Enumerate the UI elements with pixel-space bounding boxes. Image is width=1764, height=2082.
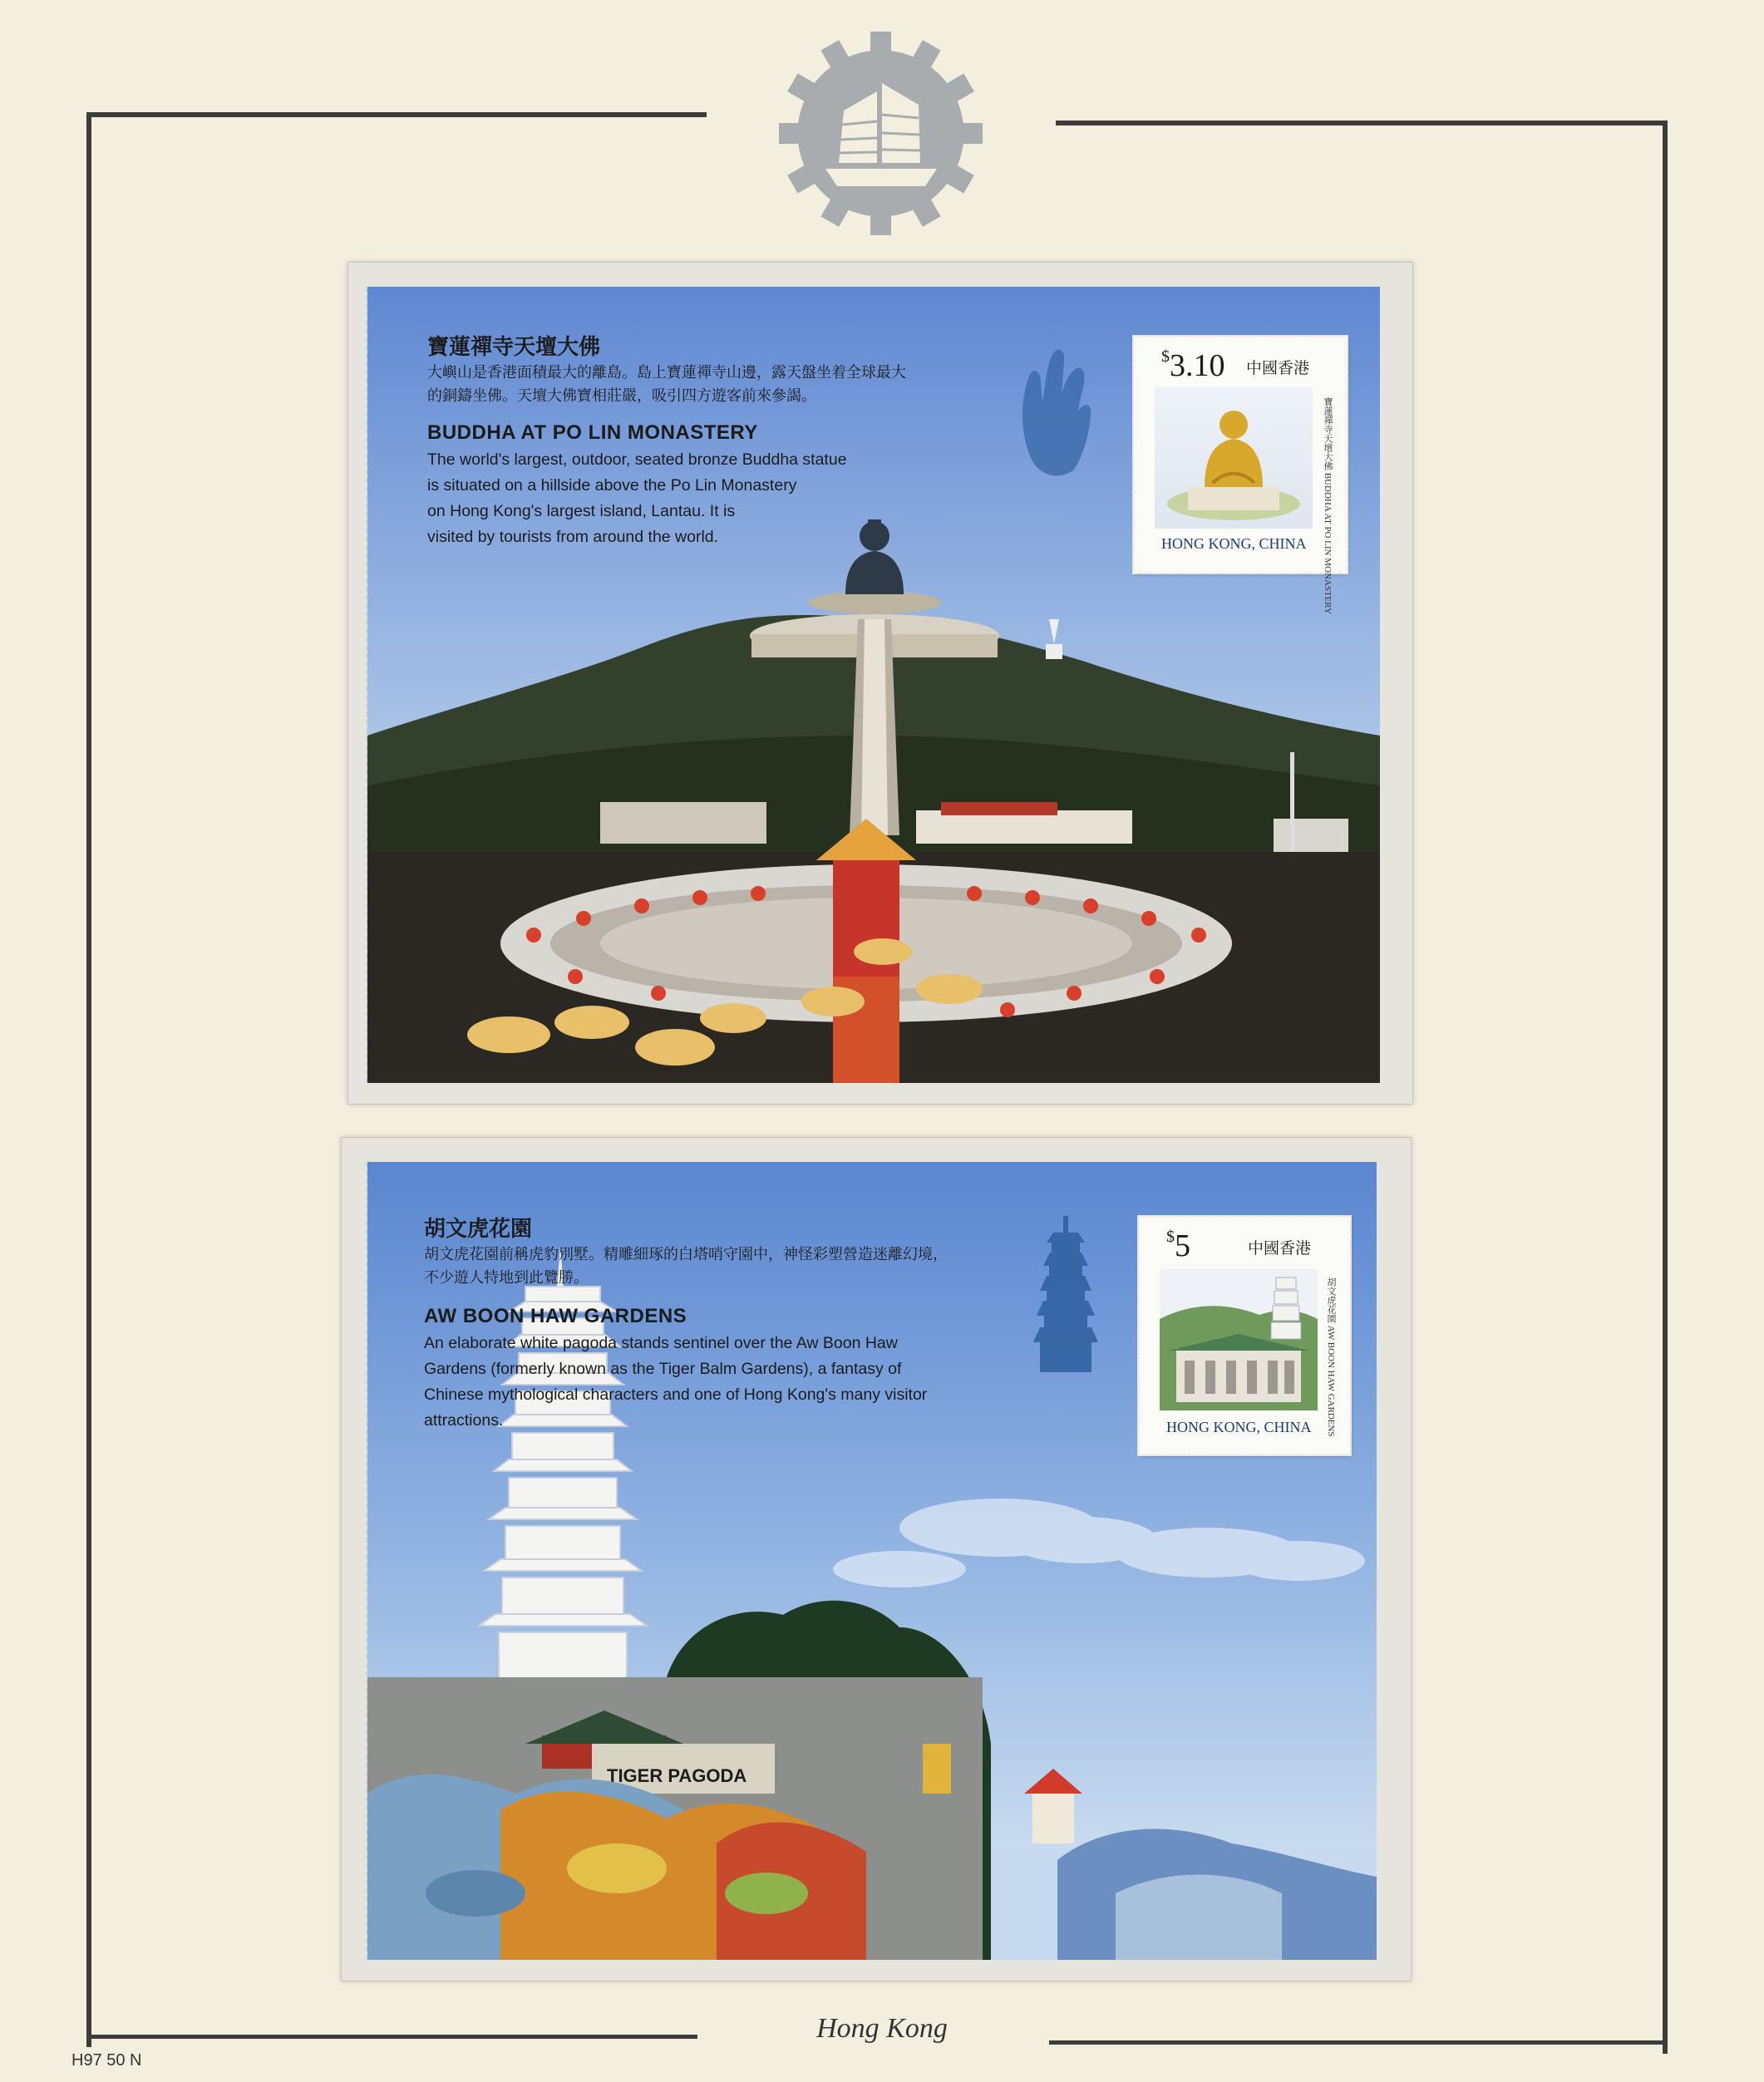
frame-right [1663, 121, 1668, 2054]
sheet-zh-line: 不少遊人特地到此覽勝。 [424, 1269, 589, 1287]
sheet-en-line: An elaborate white pagoda stands sentinel over the Aw Boon Haw [424, 1334, 898, 1352]
stamp-zh-country: 中國香港 [1248, 1239, 1312, 1258]
page-footer-title: Hong Kong [816, 2013, 948, 2044]
tiger-pagoda-sign: TIGER PAGODA [607, 1765, 747, 1786]
junk-boat-cog-icon [779, 32, 983, 235]
pagoda-icon [1028, 1216, 1103, 1374]
buddha-hand-icon [1016, 337, 1107, 478]
stamp-country: HONG KONG, CHINA [1166, 1419, 1312, 1435]
sheet-en-line: attractions. [424, 1411, 504, 1430]
sheet-en-title: BUDDHA AT PO LIN MONASTERY [427, 421, 758, 444]
stamp-pagoda [1139, 1217, 1350, 1454]
stamp-zh-country: 中國香港 [1246, 359, 1310, 377]
sheet-en-title: AW BOON HAW GARDENS [424, 1305, 687, 1327]
sheet-zh-line: 的銅鑄坐佛。天壇大佛寶相莊嚴，吸引四方遊客前來參謁。 [427, 387, 816, 405]
stamp-buddha [1134, 337, 1347, 615]
sheet-zh-line: 胡文虎花園前稱虎豹別墅。精雕細琢的白塔哨守園中，神怪彩塑營造迷離幻境， [424, 1246, 948, 1263]
sheet-zh-title: 胡文虎花園 [424, 1217, 533, 1242]
frame-left [86, 112, 91, 2047]
sheet-en-line: Chinese mythological characters and one of Hong Kong's many visitor [424, 1386, 928, 1404]
sheet-en-line: is situated on a hillside above the Po Lin Monastery [427, 476, 797, 495]
stamp-denomination: $3.10 [1161, 347, 1225, 383]
stamp-country: HONG KONG, CHINA [1161, 535, 1307, 552]
sheet-zh-title: 寶蓮禪寺天壇大佛 [427, 335, 601, 360]
sheet-en-line: Gardens (formerly known as the Tiger Balm Gardens), a fantasy of [424, 1360, 902, 1378]
sheet-en-line: The world's largest, outdoor, seated bronze Buddha statue [427, 450, 847, 469]
frame-top-right [1056, 121, 1668, 126]
stamp-denomination: $5 [1166, 1228, 1190, 1263]
stamp-buddha-illustration [1155, 387, 1313, 529]
stamp-pagoda-illustration [1160, 1269, 1318, 1410]
page-footer-code: H97 50 N [71, 2051, 142, 2070]
souvenir-sheet-buddha [366, 287, 1380, 1083]
frame-top-left [86, 112, 707, 117]
sheet-en-line: on Hong Kong's largest island, Lantau. It is [427, 502, 736, 520]
stamp-vertical-caption: 胡文虎花園 AW BOON HAW GARDENS [1326, 1277, 1336, 1437]
stamp-vertical-caption: 寶蓮禪寺天壇大佛 BUDDHA AT PO LIN MONASTERY [1323, 397, 1333, 615]
sheet-en-line: visited by tourists from around the world. [427, 528, 719, 546]
sheet-zh-line: 大嶼山是香港面積最大的離島。島上寶蓮禪寺山邊，露天盤坐着全球最大 [427, 364, 906, 381]
souvenir-sheet-pagoda [366, 1162, 1377, 1960]
